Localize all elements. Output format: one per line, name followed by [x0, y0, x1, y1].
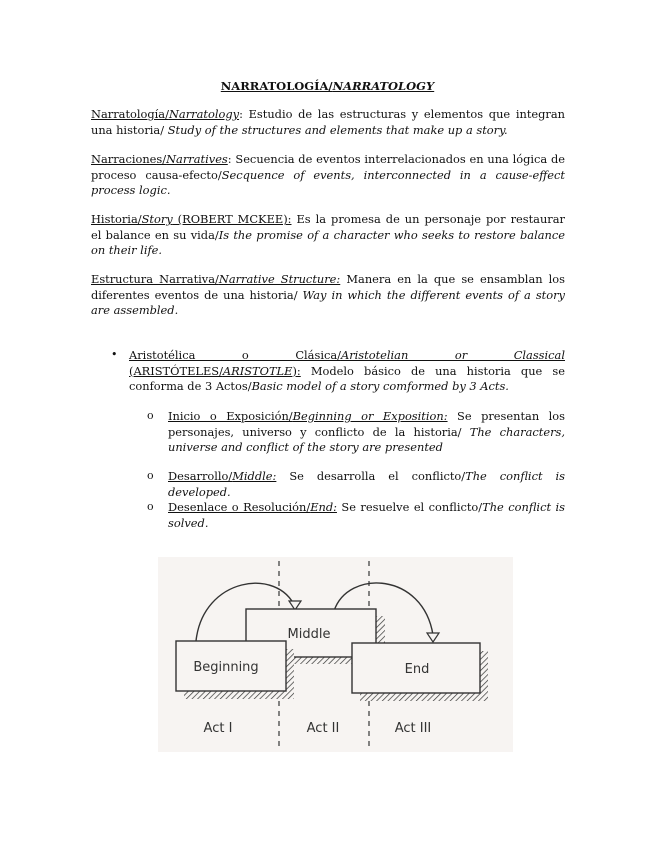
definition-narratology: Narratología/Narratology: Estudio de las estructuras y elementos que integran una historia/ Study of the structures and elements that make up a story.: [91, 107, 565, 137]
definition-narratives: Narraciones/Narratives: Secuencia de eventos interrelacionados en una lógica de proceso causa-efecto/Secquence of events, interconnected in a cause-effect process logic.: [91, 152, 565, 197]
definition-story: Historia/Story (ROBERT MCKEE): Es la promesa de un personaje por restaurar el balance en su vida/Is the promise of a character who seeks to restore balance on their life.: [91, 212, 565, 257]
bullet-marker: •: [111, 348, 118, 361]
box-label-beginning: Beginning: [193, 660, 259, 675]
box-label-end: End: [404, 662, 430, 677]
act-label-2: Act II: [306, 721, 340, 736]
box-label-middle: Middle: [287, 627, 331, 642]
three-act-diagram: [158, 557, 513, 752]
sub-item-marker: o: [147, 500, 154, 513]
act-label-3: Act III: [394, 721, 432, 736]
sub-item-beginning: Inicio o Exposición/Beginning or Exposition: Se presentan los personajes, universo y conflicto de la historia/ The characters, universe and conflict of the story are presented: [168, 409, 566, 454]
sub-item-marker: o: [147, 409, 154, 422]
sub-item-end: Desenlace o Resolución/End: Se resuelve el conflicto/The conflict is solved.: [168, 500, 565, 530]
bullet-aristotelian: Aristotélica o Clásica/Aristotelian or Classical (ARISTÓTELES/ARISTOTLE): Modelo básico de una historia que se conforma de 3 Actos/Basic model of a story comformed by 3 Acts.: [129, 348, 565, 393]
three-act-svg: [158, 557, 513, 752]
arrowhead-icon: [427, 633, 439, 642]
sub-item-marker: o: [147, 469, 154, 482]
act-label-1: Act I: [203, 721, 233, 736]
definition-narrative-structure: Estructura Narrativa/Narrative Structure: Manera en la que se ensamblan los diferentes eventos de una historia/ Way in which the different events of a story are assembled.: [91, 272, 565, 317]
page-title: NARRATOLOGÍA/NARRATOLOGY: [220, 79, 435, 93]
sub-item-middle: Desarrollo/Middle: Se desarrolla el conflicto/The conflict is developed.: [168, 469, 565, 499]
